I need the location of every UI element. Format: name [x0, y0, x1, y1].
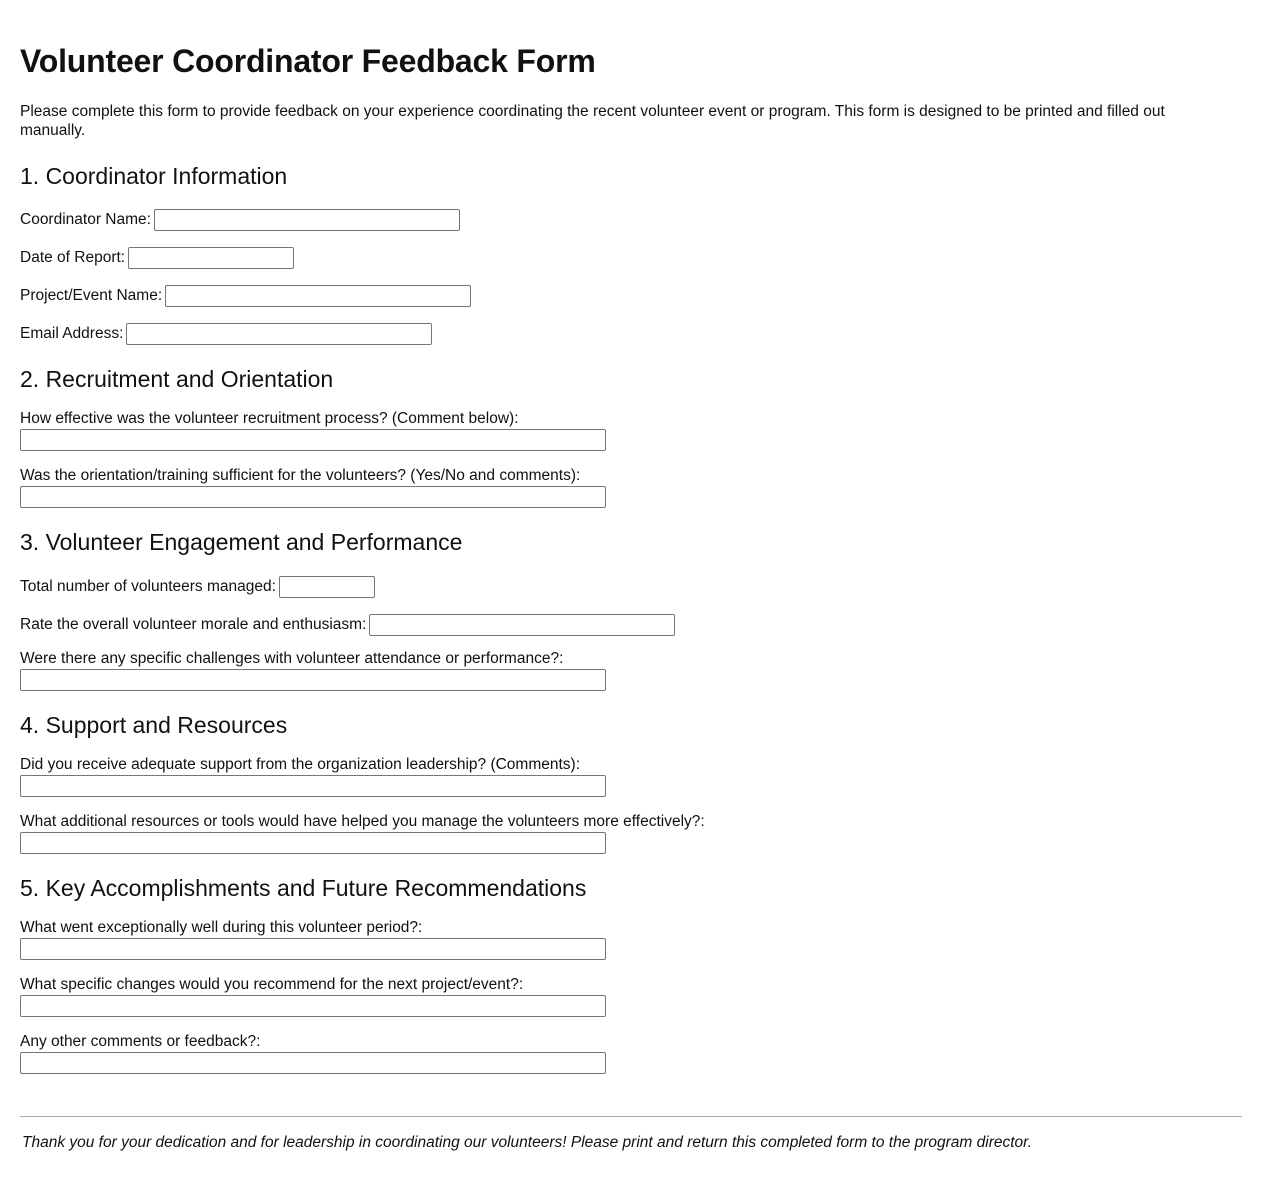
email-address-field[interactable] [126, 323, 432, 345]
other-comments-answer-field[interactable] [20, 1052, 606, 1074]
coordinator-name-row [20, 209, 1242, 231]
date-of-report-field[interactable] [128, 247, 294, 269]
resources-question-block [20, 812, 1242, 854]
project-event-name-field[interactable] [165, 285, 471, 307]
went-well-question-block [20, 918, 1242, 960]
resources-answer-field[interactable] [20, 832, 606, 854]
footer-divider [20, 1116, 1242, 1117]
orientation-question-label: Was the orientation/training sufficient for the volunteers? (Yes/No and comments): [20, 467, 581, 484]
intro-paragraph: Please complete this form to provide feedback on your experience coordinating the recent volunteer event or program. This form is designed to be printed and filled out manually. [20, 103, 1165, 139]
date-of-report-label: Date of Report: [20, 249, 126, 266]
project-event-name-row [20, 285, 1242, 307]
went-well-answer-field[interactable] [20, 938, 606, 960]
recruitment-answer-field[interactable] [20, 429, 606, 451]
recruitment-question-block [20, 409, 1242, 451]
changes-question-block [20, 975, 1242, 1017]
total-volunteers-row [20, 576, 1242, 598]
section-3-heading: 3. Volunteer Engagement and Performance [20, 529, 463, 555]
email-address-label: Email Address: [20, 325, 124, 342]
challenges-answer-field[interactable] [20, 669, 606, 691]
other-comments-question-label: Any other comments or feedback?: [20, 1033, 261, 1050]
orientation-question-block [20, 466, 1242, 508]
support-question-block [20, 755, 1242, 797]
project-event-name-label: Project/Event Name: [20, 287, 163, 304]
page-title: Volunteer Coordinator Feedback Form [20, 43, 596, 79]
support-question-label: Did you receive adequate support from the organization leadership? (Comments): [20, 756, 581, 773]
challenges-question-block [20, 649, 1242, 691]
section-2-heading: 2. Recruitment and Orientation [20, 366, 334, 392]
date-of-report-row [20, 247, 1242, 269]
morale-rating-field[interactable] [369, 614, 675, 636]
section-5-heading: 5. Key Accomplishments and Future Recommendations [20, 875, 587, 901]
total-volunteers-label: Total number of volunteers managed: [20, 578, 276, 595]
went-well-question-label: What went exceptionally well during this volunteer period?: [20, 919, 423, 936]
other-comments-question-block [20, 1032, 1242, 1074]
resources-question-label: What additional resources or tools would have helped you manage the volunteers more effectively?: [20, 813, 705, 830]
support-answer-field[interactable] [20, 775, 606, 797]
total-volunteers-field[interactable] [279, 576, 375, 598]
recruitment-question-label: How effective was the volunteer recruitment process? (Comment below): [20, 410, 519, 427]
email-address-row [20, 323, 1242, 345]
section-4-heading: 4. Support and Resources [20, 712, 288, 738]
changes-answer-field[interactable] [20, 995, 606, 1017]
morale-row [20, 614, 1242, 636]
coordinator-name-field[interactable] [154, 209, 460, 231]
coordinator-name-label: Coordinator Name: [20, 211, 151, 228]
morale-label: Rate the overall volunteer morale and enthusiasm: [20, 616, 367, 633]
orientation-answer-field[interactable] [20, 486, 606, 508]
section-1-heading: 1. Coordinator Information [20, 163, 288, 189]
challenges-question-label: Were there any specific challenges with volunteer attendance or performance?: [20, 650, 564, 667]
changes-question-label: What specific changes would you recommend for the next project/event?: [20, 976, 524, 993]
footer-note: Thank you for your dedication and for leadership in coordinating our volunteers! Please print and return this completed form to the program director. [22, 1134, 1033, 1151]
